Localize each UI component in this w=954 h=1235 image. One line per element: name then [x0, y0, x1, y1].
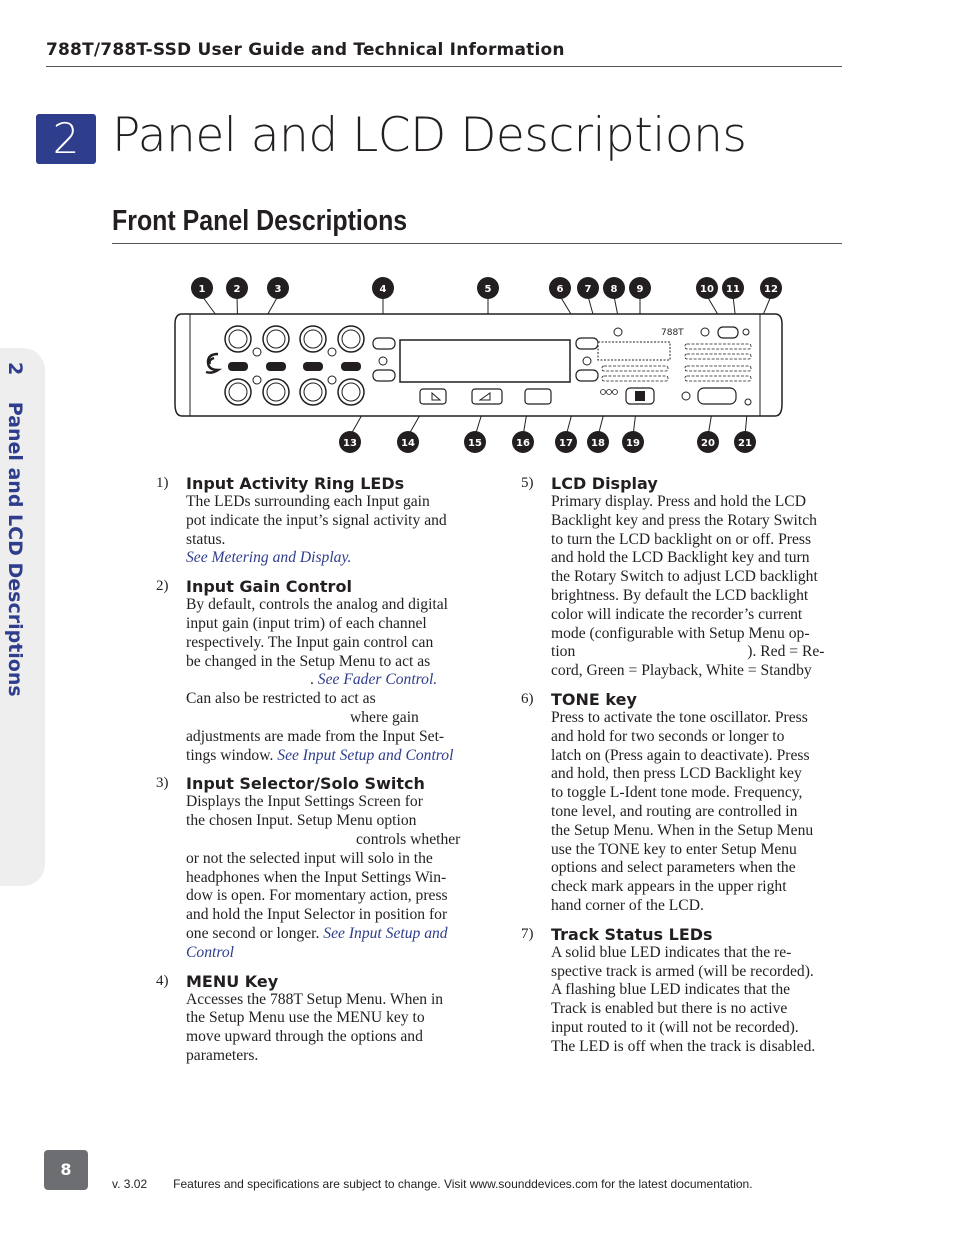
item-title: Input Selector/Solo Switch	[186, 774, 425, 794]
side-tab-text: Panel and LCD Descriptions	[4, 401, 26, 697]
cross-reference-link[interactable]: Control	[186, 943, 234, 961]
recorder-front-panel	[175, 314, 782, 416]
item-body: A solid blue LED indicates that the re- spective track is armed (will be recorded). A flashing blue LED indicates that the Track is enabled but there is no active input routed to it (will not be recorded). The LED is off when the track is disabled.	[551, 943, 816, 1055]
callouts-top	[191, 277, 782, 299]
item-title: Track Status LEDs	[551, 924, 713, 944]
item-6	[521, 689, 846, 916]
item-5	[521, 474, 846, 681]
item-title: MENU Key	[186, 971, 279, 991]
callout-number: 21	[738, 438, 752, 449]
callout-number: 17	[559, 438, 573, 449]
callout-number: 6	[556, 284, 564, 295]
model-label: 788T	[661, 328, 684, 338]
callout-number: 8	[610, 284, 618, 295]
cross-reference-link[interactable]: See Fader Control.	[317, 671, 438, 689]
front-panel-diagram	[170, 272, 790, 462]
item-title: TONE key	[551, 689, 637, 709]
header-rule	[46, 66, 842, 67]
callout-number: 11	[726, 284, 740, 295]
callout-number: 20	[701, 438, 715, 449]
chapter-title: Panel and LCD Descriptions	[112, 108, 747, 163]
callout-number: 14	[401, 438, 415, 449]
item-title: Input Gain Control	[186, 577, 352, 597]
item-4	[156, 971, 486, 1066]
footer-disclaimer: Features and specifications are subject to change. Visit www.sounddevices.com for the latest documentation.	[173, 1177, 753, 1191]
item-3	[156, 774, 486, 962]
callout-number: 9	[636, 284, 644, 295]
callouts-bottom	[339, 431, 756, 453]
callout-number: 16	[516, 438, 530, 449]
callout-number: 5	[484, 284, 492, 295]
version-label: v. 3.02	[112, 1177, 148, 1191]
item-number: 4)	[156, 972, 169, 989]
item-body: The LEDs surrounding each Input gain pot indicate the input’s signal activity and status. See Metering and Display.	[186, 493, 486, 568]
item-title: Input Activity Ring LEDs	[186, 474, 405, 493]
running-header: 788T/788T-SSD User Guide and Technical Information	[46, 40, 565, 60]
item-body: Accesses the 788T Setup Menu. When in the Setup Menu use the MENU key to move upward through the options and parameters.	[186, 990, 444, 1064]
cross-reference-link[interactable]: See Metering and Display.	[186, 549, 352, 567]
item-number: 1)	[156, 475, 169, 491]
callout-number: 10	[700, 284, 714, 295]
callout-number: 15	[468, 438, 482, 449]
item-body: By default, controls the analog and digital input gain (input trim) of each channel respectively. The Input gain control can be changed in the Setup Menu to act as . See Fader Control. Can also be restricted to act as where gain adjustments are made from the Input Set- tings window. See Input Setup and Control	[186, 596, 454, 764]
item-7	[521, 924, 846, 1057]
callout-number: 19	[626, 438, 640, 449]
page-footer	[112, 1177, 753, 1191]
callout-number: 1	[198, 284, 206, 295]
section-title: Front Panel Descriptions	[112, 205, 408, 237]
right-column	[521, 474, 846, 1066]
item-body: Displays the Input Settings Screen for the chosen Input. Setup Menu option controls whether or not the selected input will solo in the headphones when the Input Settings Win- dow is open. For momentary action, press and hold the Input Selector in position for one second or longer. See Input Setup and Control	[186, 793, 486, 962]
item-number: 5)	[521, 475, 534, 491]
callout-number: 18	[591, 438, 605, 449]
callout-number: 2	[233, 284, 241, 295]
item-2	[156, 577, 486, 765]
item-1	[156, 474, 486, 568]
section-rule	[112, 243, 842, 244]
page-number-badge: 8	[44, 1150, 88, 1190]
callout-number: 12	[764, 284, 778, 295]
callout-number: 4	[379, 284, 387, 295]
item-number: 3)	[156, 775, 169, 792]
side-tab-number: 2	[4, 362, 26, 376]
item-number: 6)	[521, 690, 534, 707]
callout-number: 3	[274, 284, 282, 295]
item-body: Primary display. Press and hold the LCD Backlight key and press the Rotary Switch to turn the LCD backlight on or off. Press and hold the LCD Backlight key and turn the Rotary Switch to adjust LCD backlight brightness. By default the LCD backlight color will indicate the recorder’s current mode (configurable with Setup Menu op- tion ). Red = Re- cord, Green = Playback, White = Standby	[551, 493, 825, 680]
item-body: Press to activate the tone oscillator. Press and hold for two seconds or longer to latch on (Press again to deactivate). Press and hold, then press LCD Backlight key to toggle L-Ident tone mode. Frequency, tone level, and routing are controlled in the Setup Menu. When in the Setup Menu use the TONE key to enter Setup Menu options and select parameters when the check mark appears in the upper right hand corner of the LCD.	[551, 708, 814, 914]
left-column	[156, 474, 486, 1075]
callout-number: 7	[584, 284, 592, 295]
callout-number: 13	[343, 438, 357, 449]
chapter-number-badge: 2	[36, 114, 96, 164]
side-tab-label	[4, 362, 34, 782]
item-title: LCD Display	[551, 474, 658, 493]
cross-reference-link[interactable]: See Input Setup and	[323, 924, 448, 942]
cross-reference-link[interactable]: See Input Setup and Control	[277, 746, 454, 764]
item-number: 2)	[156, 578, 169, 595]
item-number: 7)	[521, 925, 534, 942]
